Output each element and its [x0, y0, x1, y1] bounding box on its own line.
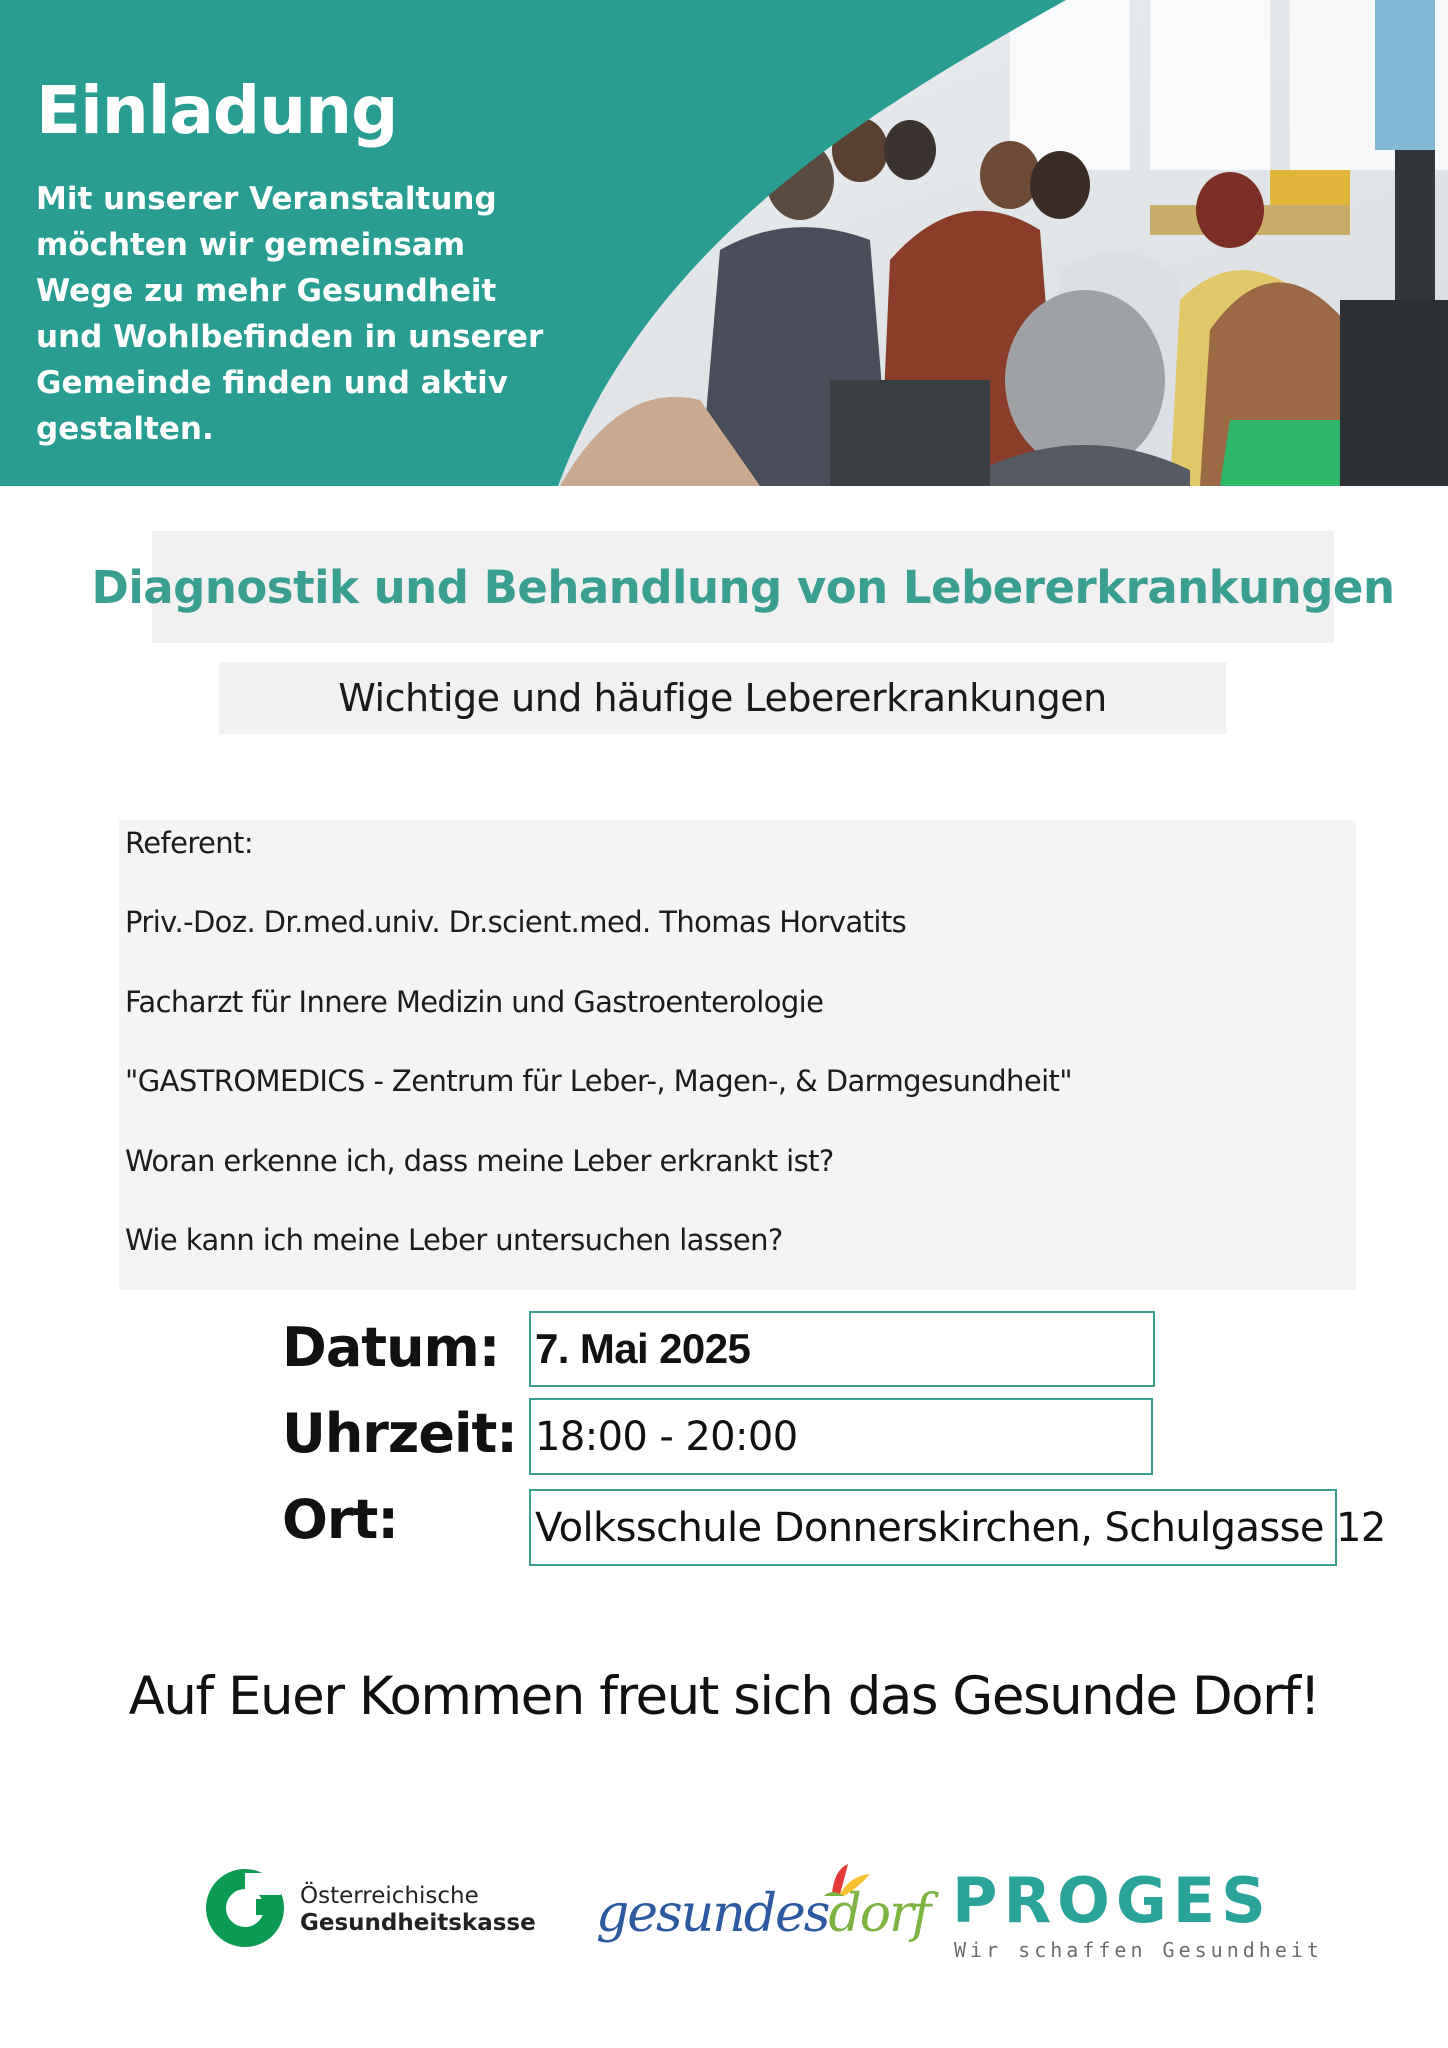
- invitation-intro: [36, 176, 556, 452]
- date-box: [529, 1311, 1155, 1387]
- gd-part1: gesundes: [596, 1884, 829, 1944]
- gd-part2: dorf: [828, 1884, 930, 1944]
- header-banner: [0, 0, 1448, 486]
- time-value: 18:00 - 20:00: [535, 1413, 798, 1460]
- proges-tagline: Wir schaffen Gesundheit: [954, 1938, 1323, 1962]
- speaker-heading: Referent:: [125, 826, 253, 860]
- time-box: [529, 1398, 1153, 1475]
- intro-line: möchten wir gemeinsam: [36, 227, 466, 263]
- proges-logo: [950, 1860, 1323, 1962]
- oegk-name-line2: Gesundheitskasse: [300, 1910, 536, 1936]
- speaker-title: Facharzt für Innere Medizin und Gastroenterologie: [125, 985, 824, 1019]
- speaker-panel: [119, 820, 1356, 1290]
- subtopic-box: [219, 662, 1226, 734]
- gesundesdorf-logo: [592, 1860, 930, 1960]
- date-label: Datum:: [282, 1316, 500, 1379]
- speaker-question: Wie kann ich meine Leber untersuchen lassen?: [125, 1223, 783, 1257]
- intro-line: Gemeinde finden und aktiv: [36, 365, 508, 401]
- invitation-title: Einladung: [36, 72, 398, 149]
- oegk-ring-icon: [204, 1867, 286, 1949]
- date-value: 7. Mai 2025: [535, 1325, 751, 1372]
- gesundesdorf-wordmark: [596, 1884, 929, 1944]
- event-topic: Diagnostik und Behandlung von Lebererkrankungen: [91, 560, 1395, 614]
- closing-text: Auf Euer Kommen freut sich das Gesunde Dorf!: [128, 1666, 1320, 1727]
- speaker-affiliation: "GASTROMEDICS - Zentrum für Leber-, Magen-, & Darmgesundheit": [125, 1064, 1073, 1098]
- intro-line: Mit unserer Veranstaltung: [36, 181, 497, 217]
- intro-line: Wege zu mehr Gesundheit: [36, 273, 497, 309]
- oegk-name-line1: Österreichische: [300, 1883, 479, 1909]
- time-label: Uhrzeit:: [282, 1402, 517, 1465]
- place-value: Volksschule Donnerskirchen, Schulgasse 12: [535, 1504, 1386, 1551]
- speaker-question: Woran erkenne ich, dass meine Leber erkrankt ist?: [125, 1144, 834, 1178]
- intro-line: gestalten.: [36, 411, 214, 447]
- event-subtopic: Wichtige und häufige Lebererkrankungen: [338, 676, 1107, 720]
- topic-box: [91, 531, 1395, 643]
- intro-line: und Wohlbefinden in unserer: [36, 319, 544, 355]
- proges-wordmark: PROGES: [952, 1864, 1272, 1937]
- oegk-name: [300, 1883, 536, 1937]
- oegk-logo: [204, 1865, 534, 1950]
- speaker-name: Priv.-Doz. Dr.med.univ. Dr.scient.med. Thomas Horvatits: [125, 905, 907, 939]
- place-box: [529, 1489, 1386, 1566]
- place-label: Ort:: [282, 1488, 398, 1551]
